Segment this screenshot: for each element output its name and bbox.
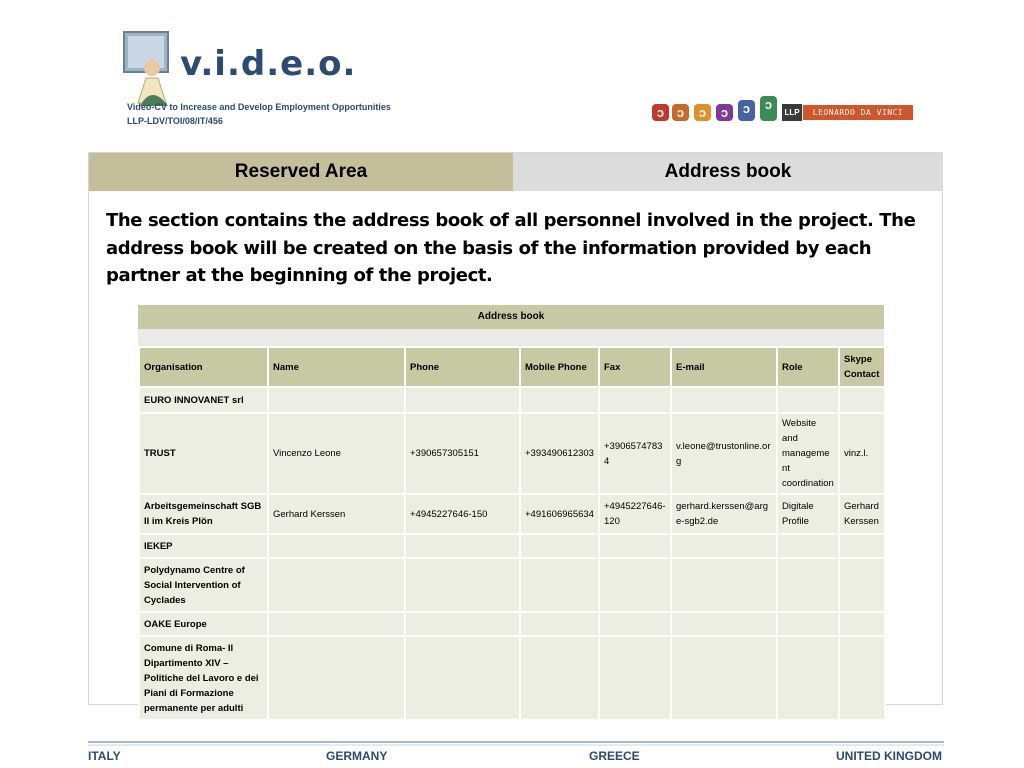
mobile-phone-cell: [520, 636, 599, 720]
llp-glyph-icon: ɔ: [694, 104, 711, 121]
organisation-cell: TRUST: [139, 413, 268, 494]
email-cell: [671, 558, 777, 612]
mobile-phone-cell: [520, 558, 599, 612]
table-header-row: [139, 347, 885, 387]
name-cell: [268, 612, 405, 636]
column-header-name: Name: [268, 347, 405, 387]
mobile-phone-cell: +491606965634: [520, 494, 599, 534]
email-cell: [671, 636, 777, 720]
skype-cell: [839, 534, 885, 558]
llp-glyph-icon: ɔ: [716, 104, 733, 121]
table-row: [139, 558, 885, 612]
email-cell: gerhard.kerssen@arge-sgb2.de: [671, 494, 777, 534]
skype-cell: Gerhard Kerssen: [839, 494, 885, 534]
llp-badge: LLP: [782, 104, 802, 121]
table-row: [139, 636, 885, 720]
fax-cell: +39065747834: [599, 413, 671, 494]
phone-cell: [405, 534, 520, 558]
name-cell: [268, 636, 405, 720]
phone-cell: [405, 387, 520, 413]
llp-glyph-icon: ɔ: [738, 100, 755, 121]
tab-address-book[interactable]: Address book: [513, 153, 943, 191]
footer-divider: [0, 741, 1024, 747]
llp-glyph-icon: ɔ: [760, 96, 777, 121]
leonardo-da-vinci-label: LEONARDO DA VINCI: [803, 105, 913, 120]
role-cell: Digitale Profile: [777, 494, 839, 534]
section-description: The section contains the address book of all personnel involved in the project. The address book will be created on the basis of the information provided by each partner at the beginning of the project.: [106, 210, 916, 286]
email-cell: [671, 612, 777, 636]
fax-cell: [599, 387, 671, 413]
name-cell: [268, 534, 405, 558]
project-logo: [118, 28, 438, 128]
footer-country-united-kingdom: UNITED KINGDOM: [836, 749, 942, 763]
role-cell: [777, 387, 839, 413]
organisation-cell: OAKE Europe: [139, 612, 268, 636]
llp-leonardo-logo: [652, 96, 914, 124]
column-header-email: E-mail: [671, 347, 777, 387]
table-row: [139, 387, 885, 413]
footer-country-italy: ITALY: [88, 749, 121, 763]
organisation-cell: Polydynamo Centre of Social Intervention of Cyclades: [139, 558, 268, 612]
skype-cell: [839, 612, 885, 636]
footer-country-greece: GREECE: [589, 749, 640, 763]
tab-reserved-area[interactable]: Reserved Area: [89, 153, 513, 191]
column-header-fax: Fax: [599, 347, 671, 387]
skype-cell: vinz.l.: [839, 413, 885, 494]
address-book-table: [138, 305, 884, 721]
mobile-phone-cell: [520, 612, 599, 636]
fax-cell: [599, 558, 671, 612]
column-header-mobile-phone: Mobile Phone: [520, 347, 599, 387]
column-header-phone: Phone: [405, 347, 520, 387]
email-cell: [671, 534, 777, 558]
role-cell: [777, 558, 839, 612]
mobile-phone-cell: +393490612303: [520, 413, 599, 494]
address-book-title: Address book: [138, 305, 884, 329]
table-row: [139, 534, 885, 558]
fax-cell: [599, 534, 671, 558]
address-book-grid: [138, 346, 886, 721]
organisation-cell: Comune di Roma- Il Dipartimento XIV – Politiche del Lavoro e dei Piani di Formazione permanente per adulti: [139, 636, 268, 720]
column-header-skype-contact: Skype Contact: [839, 347, 885, 387]
name-cell: [268, 387, 405, 413]
column-header-role: Role: [777, 347, 839, 387]
logo-title: v.i.d.e.o.: [180, 44, 357, 84]
column-header-organisation: Organisation: [139, 347, 268, 387]
phone-cell: +4945227646-150: [405, 494, 520, 534]
fax-cell: [599, 636, 671, 720]
organisation-cell: EURO INNOVANET srl: [139, 387, 268, 413]
llp-glyph-icon: ɔ: [652, 104, 669, 121]
table-row: [139, 413, 885, 494]
skype-cell: [839, 558, 885, 612]
skype-cell: [839, 636, 885, 720]
organisation-cell: Arbeitsgemeinschaft SGB II im Kreis Plön: [139, 494, 268, 534]
table-row: [139, 494, 885, 534]
fax-cell: [599, 612, 671, 636]
name-cell: Vincenzo Leone: [268, 413, 405, 494]
computer-person-logo-icon: [118, 28, 178, 108]
phone-cell: [405, 636, 520, 720]
project-code: LLP-LDV/TOI/08/IT/456: [127, 116, 223, 126]
table-row: [139, 612, 885, 636]
fax-cell: +4945227646-120: [599, 494, 671, 534]
role-cell: [777, 612, 839, 636]
organisation-cell: IEKEP: [139, 534, 268, 558]
name-cell: [268, 558, 405, 612]
table-spacer: [138, 329, 884, 346]
email-cell: [671, 387, 777, 413]
phone-cell: [405, 612, 520, 636]
phone-cell: [405, 558, 520, 612]
phone-cell: +390657305151: [405, 413, 520, 494]
mobile-phone-cell: [520, 387, 599, 413]
footer-country-germany: GERMANY: [326, 749, 388, 763]
mobile-phone-cell: [520, 534, 599, 558]
llp-glyph-icon: ɔ: [672, 104, 689, 121]
role-cell: Website and management coordination: [777, 413, 839, 494]
role-cell: [777, 534, 839, 558]
logo-subtitle: Video-CV to Increase and Develop Employment Opportunities: [127, 102, 391, 112]
skype-cell: [839, 387, 885, 413]
role-cell: [777, 636, 839, 720]
email-cell: v.leone@trustonline.org: [671, 413, 777, 494]
name-cell: Gerhard Kerssen: [268, 494, 405, 534]
